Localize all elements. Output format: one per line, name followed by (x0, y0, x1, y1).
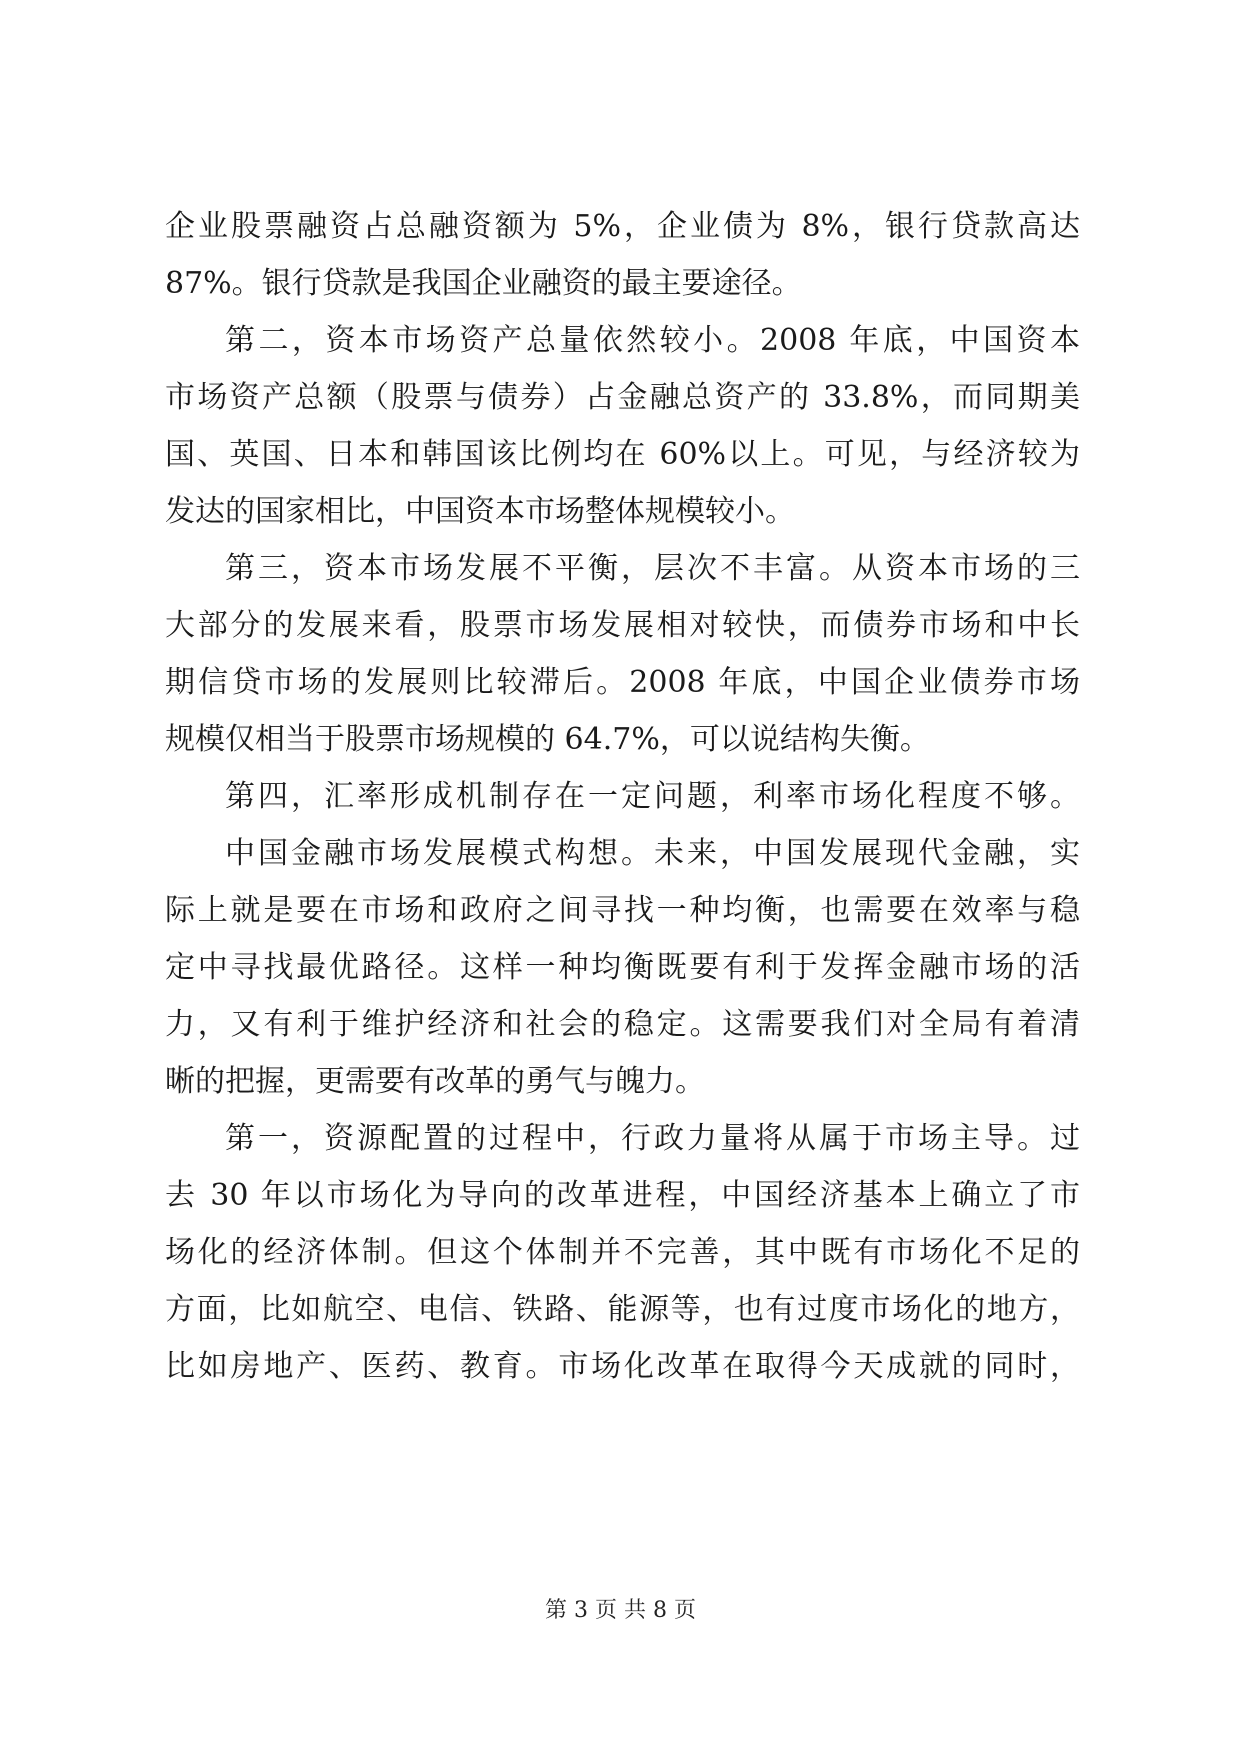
text-line: 力，又有利于维护经济和社会的稳定。这需要我们对全局有着清 (165, 1007, 1080, 1042)
text-line: 第三，资本市场发展不平衡，层次不丰富。从资本市场的三 (225, 551, 1080, 586)
text-line: 规模仅相当于股票市场规模的 64.7%，可以说结构失衡。 (165, 722, 930, 757)
text-line: 市场资产总额（股票与债券）占金融总资产的 33.8%，而同期美 (165, 380, 1080, 415)
text-line: 晰的把握，更需要有改革的勇气与魄力。 (165, 1064, 705, 1099)
page-number-footer: 第 3 页 共 8 页 (545, 1598, 696, 1623)
text-line: 去 30 年以市场化为导向的改革进程，中国经济基本上确立了市 (165, 1178, 1080, 1213)
text-line: 企业股票融资占总融资额为 5%，企业债为 8%，银行贷款高达 (165, 209, 1080, 244)
text-line: 比如房地产、医药、教育。市场化改革在取得今天成就的同时， (165, 1349, 1080, 1384)
text-line: 中国金融市场发展模式构想。未来，中国发展现代金融，实 (225, 836, 1080, 871)
text-line: 际上就是要在市场和政府之间寻找一种均衡，也需要在效率与稳 (165, 893, 1080, 928)
text-line: 发达的国家相比，中国资本市场整体规模较小。 (165, 494, 795, 529)
text-line: 定中寻找最优路径。这样一种均衡既要有利于发挥金融市场的活 (165, 950, 1080, 985)
text-line: 大部分的发展来看，股票市场发展相对较快，而债券市场和中长 (165, 608, 1080, 643)
text-line: 第四，汇率形成机制存在一定问题，利率市场化程度不够。 (225, 779, 1080, 814)
text-line: 第二，资本市场资产总量依然较小。2008 年底，中国资本 (225, 323, 1080, 358)
text-line: 方面，比如航空、电信、铁路、能源等，也有过度市场化的地方， (165, 1292, 1080, 1327)
text-line: 期信贷市场的发展则比较滞后。2008 年底，中国企业债券市场 (165, 665, 1080, 700)
text-line: 场化的经济体制。但这个体制并不完善，其中既有市场化不足的 (165, 1235, 1080, 1270)
text-line: 第一，资源配置的过程中，行政力量将从属于市场主导。过 (225, 1121, 1080, 1156)
text-line: 国、英国、日本和韩国该比例均在 60%以上。可见，与经济较为 (165, 437, 1080, 472)
text-line: 87%。银行贷款是我国企业融资的最主要途径。 (165, 266, 802, 301)
